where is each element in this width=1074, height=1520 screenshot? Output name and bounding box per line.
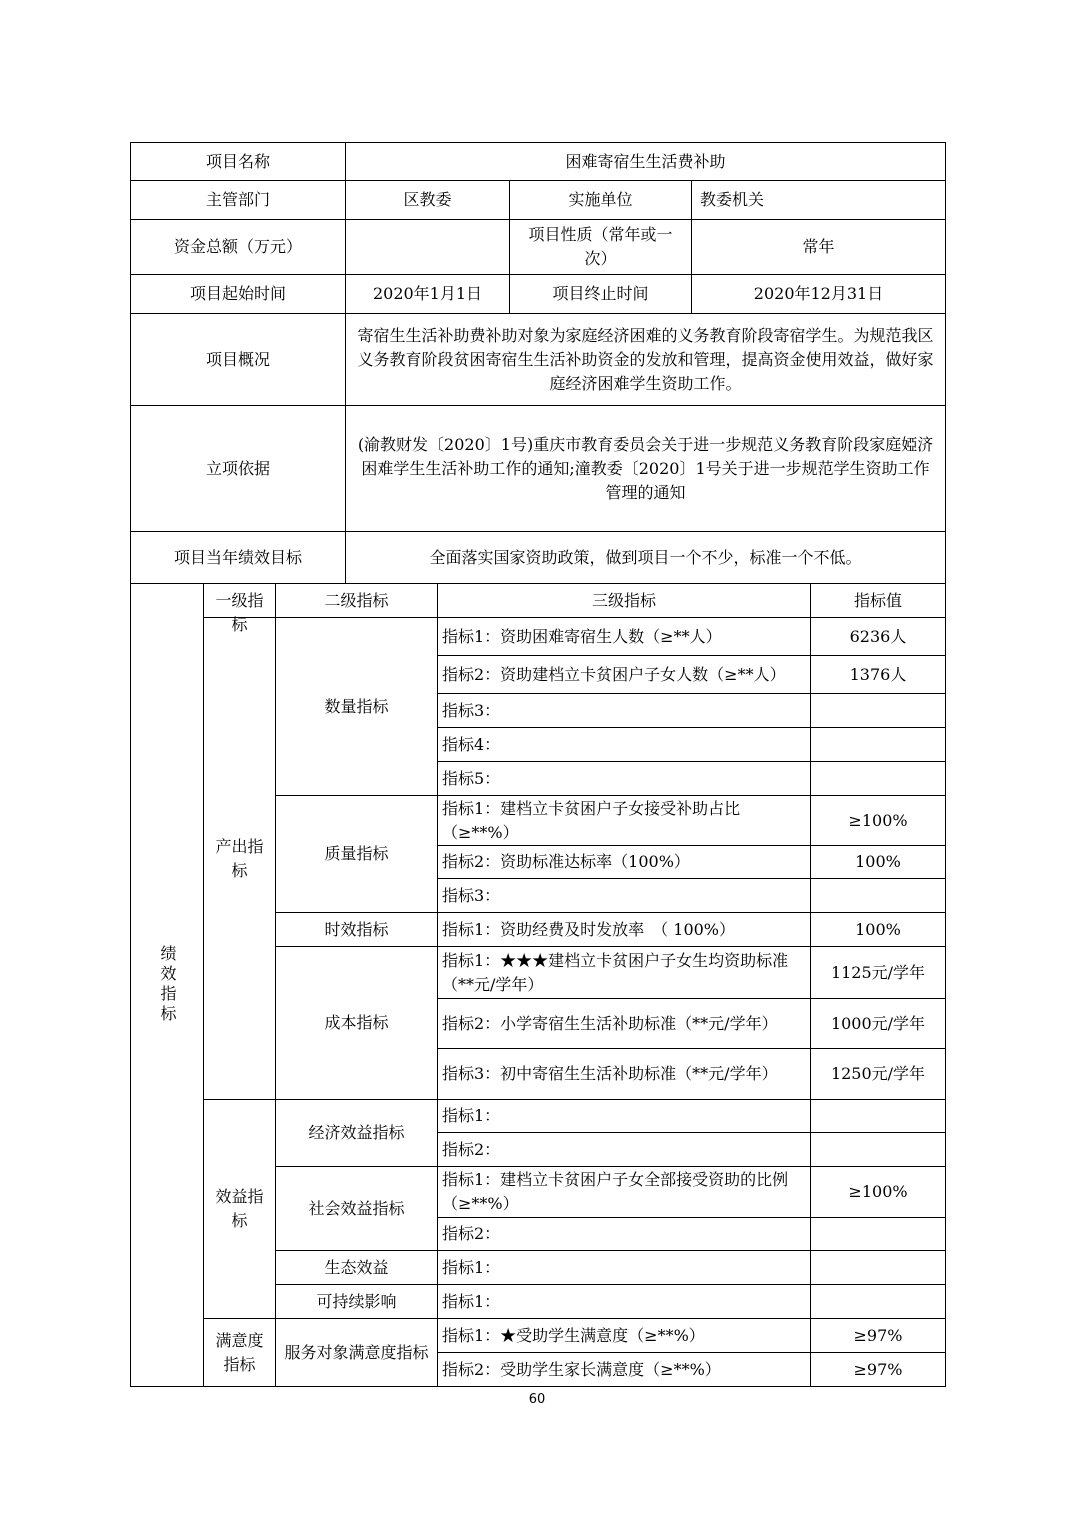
indicator-text: 指标3：初中寄宿生生活补助标准（**元/学年）	[438, 1049, 811, 1100]
dept-label: 主管部门	[131, 181, 346, 220]
indicator-text: 指标2：资助建档立卡贫困户子女人数（≥**人）	[438, 656, 811, 694]
indicator-text: 指标3：	[438, 879, 811, 913]
quantity-indicator-label: 数量指标	[276, 618, 438, 796]
indicator-value: 6236人	[811, 618, 946, 656]
satisfaction-indicator-label: 满意度指标	[204, 1319, 276, 1387]
indicator-text: 指标2：资助标准达标率（100%）	[438, 846, 811, 879]
goal-label: 项目当年绩效目标	[131, 532, 346, 584]
indicator-value	[811, 728, 946, 762]
table-row	[131, 1100, 946, 1133]
project-name-label: 项目名称	[131, 143, 346, 181]
goal-text: 全面落实国家资助政策，做到项目一个不少，标准一个不低。	[346, 532, 946, 584]
project-info-table	[130, 142, 946, 584]
table-row	[131, 1319, 946, 1353]
social-indicator-label: 社会效益指标	[276, 1167, 438, 1251]
service-satisfaction-label: 服务对象满意度指标	[276, 1319, 438, 1387]
indicator-text: 指标2：受助学生家长满意度（≥**%）	[438, 1353, 811, 1387]
benefit-indicator-label: 效益指标	[204, 1100, 276, 1319]
impl-label: 实施单位	[510, 181, 692, 220]
header-value: 指标值	[811, 584, 946, 618]
performance-section-label: 绩效指标	[131, 584, 204, 1387]
start-label: 项目起始时间	[131, 275, 346, 314]
indicator-value	[811, 879, 946, 913]
indicator-text: 指标1：★受助学生满意度（≥**%）	[438, 1319, 811, 1353]
impl-value: 教委机关	[692, 181, 946, 220]
economic-indicator-label: 经济效益指标	[276, 1100, 438, 1167]
ecology-indicator-label: 生态效益	[276, 1251, 438, 1285]
performance-indicator-table	[130, 583, 946, 1387]
nature-label: 项目性质（常年或一次）	[510, 220, 692, 275]
indicator-text: 指标3：	[438, 694, 811, 728]
nature-value: 常年	[692, 220, 946, 275]
timeliness-indicator-label: 时效指标	[276, 913, 438, 947]
table-row	[131, 618, 946, 656]
sustain-indicator-label: 可持续影响	[276, 1285, 438, 1319]
header-row	[131, 584, 946, 618]
indicator-text: 指标1：	[438, 1251, 811, 1285]
indicator-value	[811, 1100, 946, 1133]
indicator-value: 1250元/学年	[811, 1049, 946, 1100]
indicator-value: 100%	[811, 913, 946, 947]
indicator-text: 指标2：	[438, 1218, 811, 1251]
indicator-value: ≥100%	[811, 1167, 946, 1218]
indicator-text: 指标1：	[438, 1100, 811, 1133]
start-value: 2020年1月1日	[346, 275, 510, 314]
fund-label: 资金总额（万元）	[131, 220, 346, 275]
page-number: 60	[528, 1392, 546, 1407]
basis-label: 立项依据	[131, 406, 346, 532]
indicator-value: ≥97%	[811, 1319, 946, 1353]
project-name: 困难寄宿生生活费补助	[346, 143, 946, 181]
indicator-value: 100%	[811, 846, 946, 879]
indicator-value	[811, 1218, 946, 1251]
indicator-text: 指标1：★★★建档立卡贫困户子女生均资助标准（**元/学年）	[438, 947, 811, 999]
indicator-text: 指标2：	[438, 1133, 811, 1167]
indicator-value	[811, 694, 946, 728]
overview-label: 项目概况	[131, 314, 346, 406]
dept-value: 区教委	[346, 181, 510, 220]
end-value: 2020年12月31日	[692, 275, 946, 314]
indicator-text: 指标1：资助经费及时发放率 （ 100%）	[438, 913, 811, 947]
end-label: 项目终止时间	[510, 275, 692, 314]
indicator-value: 1376人	[811, 656, 946, 694]
indicator-text: 指标1：	[438, 1285, 811, 1319]
indicator-value: 1125元/学年	[811, 947, 946, 999]
indicator-value	[811, 1285, 946, 1319]
indicator-value	[811, 1251, 946, 1285]
header-level2: 二级指标	[276, 584, 438, 618]
indicator-value: ≥100%	[811, 796, 946, 846]
output-indicator-label: 产出指标	[204, 618, 276, 1100]
indicator-value	[811, 762, 946, 796]
indicator-value: ≥97%	[811, 1353, 946, 1387]
header-level1: 一级指标	[204, 584, 276, 618]
indicator-text: 指标4：	[438, 728, 811, 762]
indicator-text: 指标1：资助困难寄宿生人数（≥**人）	[438, 618, 811, 656]
indicator-text: 指标1：建档立卡贫困户子女全部接受资助的比例（≥**%）	[438, 1167, 811, 1218]
indicator-text: 指标1：建档立卡贫困户子女接受补助占比（≥**%）	[438, 796, 811, 846]
cost-indicator-label: 成本指标	[276, 947, 438, 1100]
fund-value	[346, 220, 510, 275]
indicator-text: 指标5：	[438, 762, 811, 796]
header-level3: 三级指标	[438, 584, 811, 618]
overview-text: 寄宿生生活补助费补助对象为家庭经济困难的义务教育阶段寄宿学生。为规范我区义务教育阶段贫困寄宿生生活补助资金的发放和管理，提高资金使用效益，做好家庭经济困难学生资助工作。	[346, 314, 946, 406]
indicator-text: 指标2：小学寄宿生生活补助标准（**元/学年）	[438, 999, 811, 1049]
quality-indicator-label: 质量指标	[276, 796, 438, 913]
indicator-value: 1000元/学年	[811, 999, 946, 1049]
indicator-value	[811, 1133, 946, 1167]
basis-text: (渝教财发〔2020〕1号)重庆市教育委员会关于进一步规范义务教育阶段家庭婭济困难学生生活补助工作的通知;潼教委〔2020〕1号关于进一步规范学生资助工作管理的通知	[346, 406, 946, 532]
